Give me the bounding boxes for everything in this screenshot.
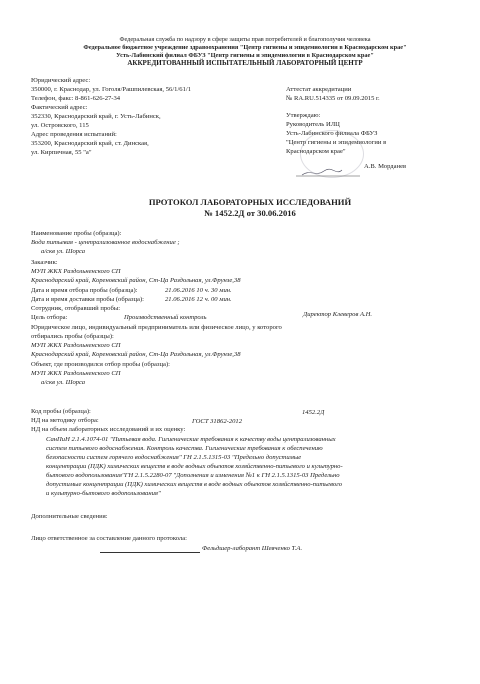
additional-info-label: Дополнительные сведения: bbox=[31, 513, 108, 520]
approval-label: Утверждаю: bbox=[286, 112, 321, 119]
test-address-line2: ул. Кирпичная, 55 "а" bbox=[31, 149, 92, 156]
object-label: Объект, где производился отбор пробы (образца): bbox=[31, 361, 171, 368]
nd-line: систем питьевого водоснабжения. Контроль качества. Гигиенические требования к обеспечению bbox=[46, 445, 323, 452]
code-value: 1452.2Д bbox=[302, 409, 325, 416]
actual-address-line2: ул. Островского, 115 bbox=[31, 122, 89, 129]
nd-sampling-label: НД на методику отбора: bbox=[31, 417, 99, 424]
protocol-title: ПРОТОКОЛ ЛАБОРАТОРНЫХ ИССЛЕДОВАНИЙ bbox=[148, 197, 352, 207]
header-ministry: Федеральная служба по надзору в сфере защиты прав потребителей и благополучия человека bbox=[119, 36, 371, 43]
header-institution: Федеральное бюджетное учреждение здравоохранения "Центр гигиены и эпидемиологии в Краснодарском крае" bbox=[83, 44, 407, 51]
employee-value: Директор Клеверов А.Н. bbox=[303, 311, 373, 318]
nd-line: концентрации (ПДК) химических веществ в воде водных объектов хозяйственно-питьевого и культурно- bbox=[46, 463, 343, 470]
sampler-line2: Краснодарский край, Кореновский район, Ст-Ца Раздольная, ул.Фрунзе,38 bbox=[31, 351, 241, 358]
sampling-label: Дата и время отбора пробы (образца): bbox=[31, 287, 138, 294]
legal-address: 350000, г. Краснодар, ул. Гоголя/Рашпилевская, 56/1/61/1 bbox=[31, 86, 192, 93]
sample-name-label: Наименование пробы (образца): bbox=[31, 230, 122, 237]
purpose-value: Производственный контроль bbox=[124, 314, 207, 321]
sampling-value: 21.06.2016 10 ч. 30 мин. bbox=[165, 287, 232, 294]
nd-line: безопасности систем горячего водоснабжения" ГН 2.1.5.1315-03 "Предельно допустимые bbox=[46, 454, 302, 461]
nd-line: допустимые концентрации (ПДК) химических веществ в воде водных объектов хозяйственно-питьевого bbox=[46, 481, 343, 488]
actual-address-label: Фактический адрес: bbox=[31, 104, 88, 111]
nd-sampling-value: ГОСТ 31862-2012 bbox=[192, 418, 243, 425]
test-address-line1: 353200, Краснодарский край, ст. Динская, bbox=[31, 140, 149, 147]
responsible-value: Фельдшер-лаборант Шевченко Т.А. bbox=[202, 545, 303, 552]
delivery-value: 21.06.2016 12 ч. 00 мин. bbox=[165, 296, 232, 303]
object-line1: МУП ЖКХ Раздольненского СП bbox=[31, 370, 121, 377]
actual-address-line1: 352330, Краснодарский край, г. Усть-Лабинск, bbox=[31, 113, 161, 120]
sample-name-line2: а/скв ул. Шорса bbox=[41, 248, 86, 255]
header-branch: Усть-Лабинский филиал ФБУЗ "Центр гигиены и эпидемиологии в Краснодарском крае" bbox=[116, 52, 374, 59]
customer-line2: Краснодарский край, Кореновский район, Ст-Ца Раздольная, ул.Фрунзе,38 bbox=[31, 277, 241, 284]
head-title-3: "Центр гигиены и эпидемиологии в bbox=[286, 139, 387, 146]
phone-fax: Телефон, факс: 8-861-626-27-34 bbox=[31, 95, 121, 102]
delivery-label: Дата и время доставки пробы (образца): bbox=[31, 296, 144, 303]
nd-line: и культурно-бытового водопользования" bbox=[46, 490, 161, 497]
accreditation-label: Аттестат аккредитации bbox=[286, 86, 352, 93]
purpose-label: Цель отбора: bbox=[31, 314, 68, 321]
header-center: АККРЕДИТОВАННЫЙ ИСПЫТАТЕЛЬНЫЙ ЛАБОРАТОРНЫЙ ЦЕНТР bbox=[127, 59, 363, 67]
code-label: Код пробы (образца): bbox=[31, 408, 91, 415]
head-title-1: Руководитель ИЛЦ bbox=[286, 121, 340, 128]
head-title-4: Краснодарском крае" bbox=[286, 148, 346, 155]
protocol-number: № 1452.2Д от 30.06.2016 bbox=[204, 208, 296, 218]
responsible-label: Лицо ответственное за составление данного протокола: bbox=[31, 535, 187, 542]
sampler-label-1: Юридическое лицо, индивидуальный предприниматель или физическое лицо, у которого bbox=[31, 324, 282, 331]
customer-label: Заказчик: bbox=[31, 259, 58, 266]
nd-scope-label: НД на объем лабораторных исследований и их оценку: bbox=[31, 426, 186, 433]
signer-name: А.В. Морданев bbox=[364, 163, 407, 170]
employee-label: Сотрудник, отобравший пробы: bbox=[31, 305, 121, 312]
responsible-signature-line bbox=[100, 552, 200, 553]
sampler-label-2: отбирались пробы (образцы): bbox=[31, 333, 114, 340]
object-line2: а/скв ул. Шорса bbox=[41, 379, 86, 386]
head-title-2: Усть-Лабинского филиала ФБУЗ bbox=[286, 130, 378, 137]
nd-line: СанПиН 2.1.4.1074-01 "Питьевая вода. Гигиенические требования к качеству воды централизованных bbox=[46, 436, 336, 443]
customer-line1: МУП ЖКХ Раздольненского СП bbox=[31, 268, 121, 275]
legal-address-label: Юридический адрес: bbox=[31, 77, 91, 84]
nd-line: бытового водопользования"ГН 2.1.5.2280-07 "Дополнения и изменения №1 к ГН 2.1.5.1315-03 Предельно bbox=[46, 472, 340, 479]
accreditation-number: № RA.RU.514335 от 09.09.2015 г. bbox=[286, 95, 380, 102]
sampler-line1: МУП ЖКХ Раздольненского СП bbox=[31, 342, 121, 349]
sample-name-line1: Вода питьевая - централизованное водоснабжение ; bbox=[31, 239, 180, 246]
test-address-label: Адрес проведения испытаний: bbox=[31, 131, 117, 138]
